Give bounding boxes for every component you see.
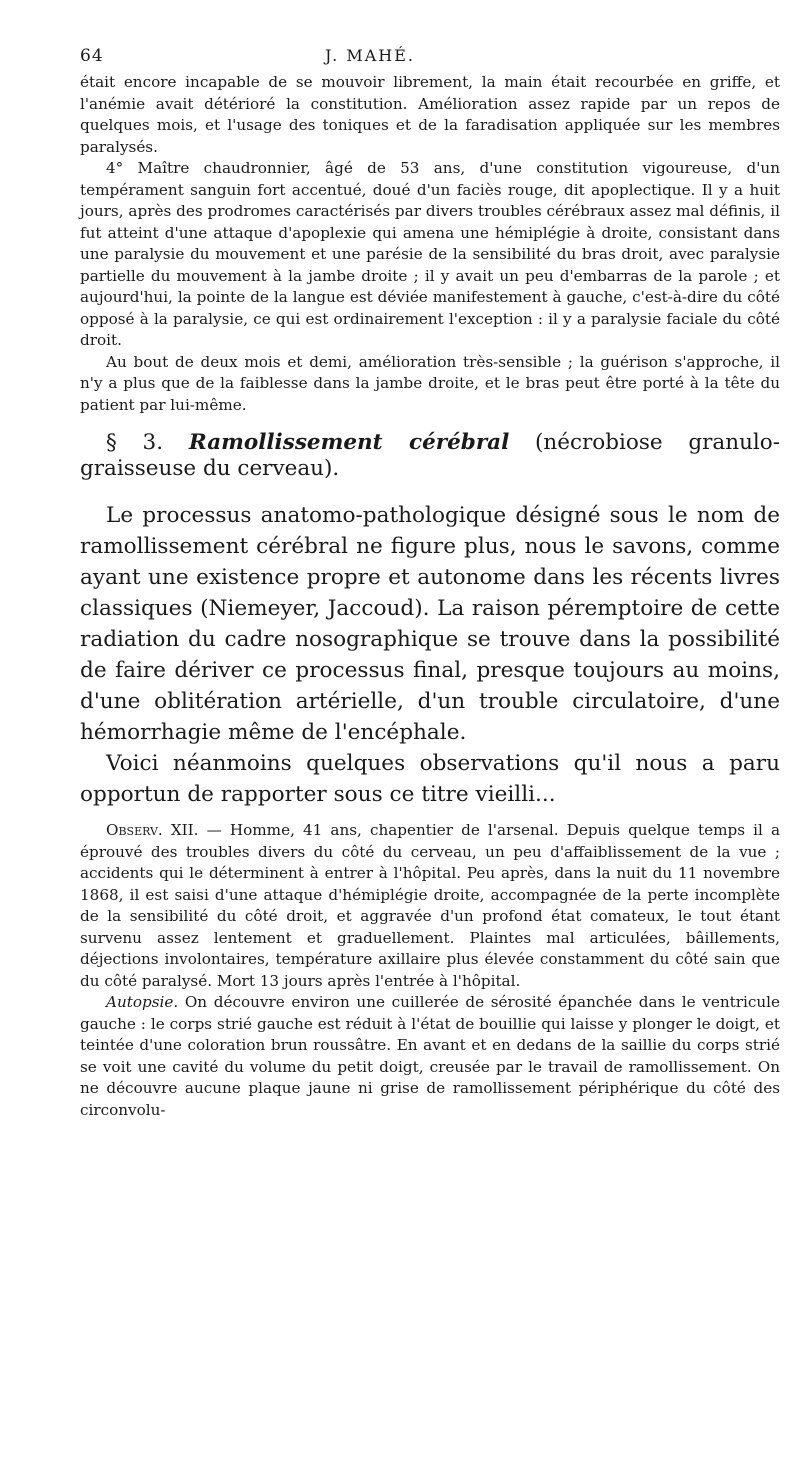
observation-label: Observ. XII.: [106, 821, 199, 839]
observation-text: — Homme, 41 ans, chapentier de l'arsenal. Depuis quelque temps il a éprouvé des troubles divers du côté du cerveau, un peu d'affaiblissement de la vue ; accidents qui le déterminent à entrer à l'hôpital. Peu après, dans la nuit du 11 novembre 1868, il est saisi d'une attaque d'hémiplégie droite, accompagnée de la perte incomplète de la sensibilité du côté droit, et aggravée d'un profond état comateux, le tout étant survenu assez lentement et graduellement. Plaintes mal articulées, bâillements, déjections involontaires, température axillaire plus élevée constamment du côté sain que du côté paralysé. Mort 13 jours après l'entrée à l'hôpital.: [80, 821, 780, 990]
observation-paragraph: [80, 820, 780, 992]
main-paragraph-2: Voici néanmoins quelques observations qu'il nous a paru opportun de rapporter sous ce titre vieilli...: [80, 751, 780, 807]
intro-paragraph: était encore incapable de se mouvoir librement, la main était recourbée en griffe, et l'anémie avait détérioré la constitution. Amélioration assez rapide par un repos de quelques mois, et l'usage des toniques et de la faradisation appliquée sur les membres paralysés.: [80, 73, 780, 156]
main-paragraph-1: Le processus anatomo-pathologique désigné sous le nom de ramollissement cérébral ne figure plus, nous le savons, comme ayant une existence propre et autonome dans les récents livres classiques (Niemeyer, Jaccoud). La raison péremptoire de cette radiation du cadre nosographique se trouve dans la possibilité de faire dériver ce processus final, presque toujours au moins, d'une oblitération artérielle, d'un trouble circulatoire, d'une hémorrhagie même de l'encéphale.: [80, 503, 780, 745]
page-number: 64: [80, 46, 104, 66]
section-marker: § 3.: [106, 430, 164, 455]
section-title: Ramollissement cérébral: [188, 430, 510, 455]
autopsy-paragraph: [80, 992, 780, 1121]
page-header: [80, 38, 780, 72]
section-subtitle: (nécrobiose granulo-graisseuse du cerveau).: [80, 430, 780, 481]
autopsy-label: Autopsie.: [106, 993, 179, 1011]
running-head: J. MAHÉ.: [325, 46, 415, 65]
document-page: [80, 38, 780, 1121]
case-4-paragraph: 4° Maître chaudronnier, âgé de 53 ans, d'une constitution vigoureuse, d'un tempérament sanguin fort accentué, doué d'un faciès rouge, dit apoplectique. Il y a huit jours, après des prodromes caractérisés par divers troubles cérébraux assez mal définis, il fut atteint d'une attaque d'apoplexie qui amena une hémiplégie à droite, consistant dans une paralysie du mouvement et une parésie de la sensibilité du bras droit, avec paralysie partielle du mouvement à la jambe droite ; il y avait un peu d'embarras de la parole ; et aujourd'hui, la pointe de la langue est déviée manifestement à gauche, c'est-à-dire du côté opposé à la paralysie, ce qui est ordinairement l'exception : il y a paralysie faciale du côté droit.: [80, 159, 780, 349]
case-4-outcome-paragraph: Au bout de deux mois et demi, amélioration très-sensible ; la guérison s'approche, il n'y a plus que de la faiblesse dans la jambe droite, et le bras peut être porté à la tête du patient par lui-même.: [80, 352, 780, 414]
section-heading: [80, 430, 780, 482]
autopsy-text: On découvre environ une cuillerée de sérosité épanchée dans le ventricule gauche : le corps strié gauche est réduit à l'état de bouillie qui laisse y plonger le doigt, et teintée d'une coloration brun roussâtre. En avant et en dedans de la saillie du corps strié se voit une cavité du volume du petit doigt, creusée par le travail de ramollissement. On ne découvre aucune plaque jaune ni grise de ramollissement périphérique du côté des circonvolu-: [80, 993, 780, 1119]
